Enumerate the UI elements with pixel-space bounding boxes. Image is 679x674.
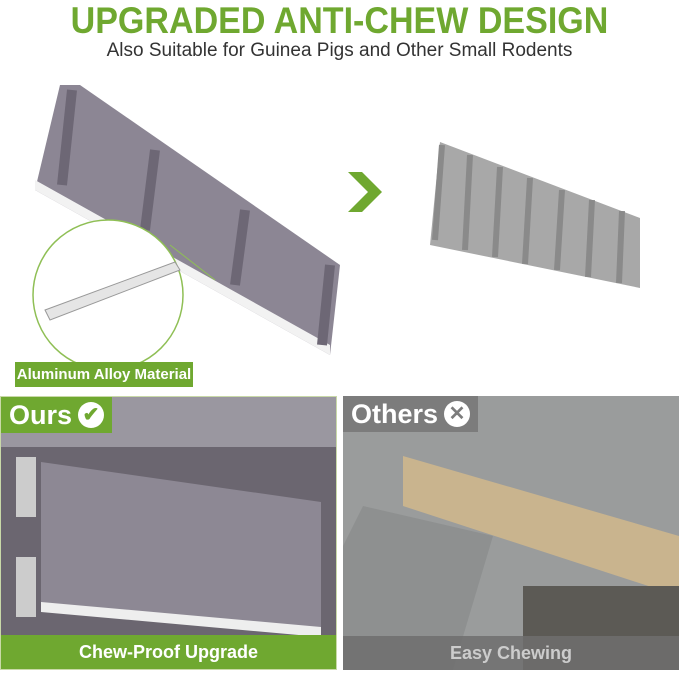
page-title: UPGRADED ANTI-CHEW DESIGN bbox=[70, 0, 609, 41]
ours-badge bbox=[1, 397, 112, 433]
aluminum-alloy-label: Aluminum Alloy Material bbox=[15, 362, 193, 387]
check-circle-icon: ✔ bbox=[78, 402, 104, 428]
ours-badge-label: Ours bbox=[9, 400, 73, 430]
standard-ramp-image bbox=[430, 142, 640, 288]
others-badge-label: Others bbox=[351, 399, 439, 429]
ours-photo bbox=[1, 397, 337, 670]
others-badge bbox=[343, 396, 478, 432]
others-caption: Easy Chewing bbox=[343, 636, 679, 670]
others-photo bbox=[343, 396, 679, 670]
x-circle-icon: ✕ bbox=[444, 401, 470, 427]
arrow-right-icon bbox=[348, 172, 382, 212]
others-panel bbox=[343, 396, 679, 670]
subtitle: Also Suitable for Guinea Pigs and Other Small Rodents bbox=[106, 40, 573, 61]
ours-caption: Chew-Proof Upgrade bbox=[1, 635, 336, 669]
ours-panel bbox=[0, 396, 337, 670]
